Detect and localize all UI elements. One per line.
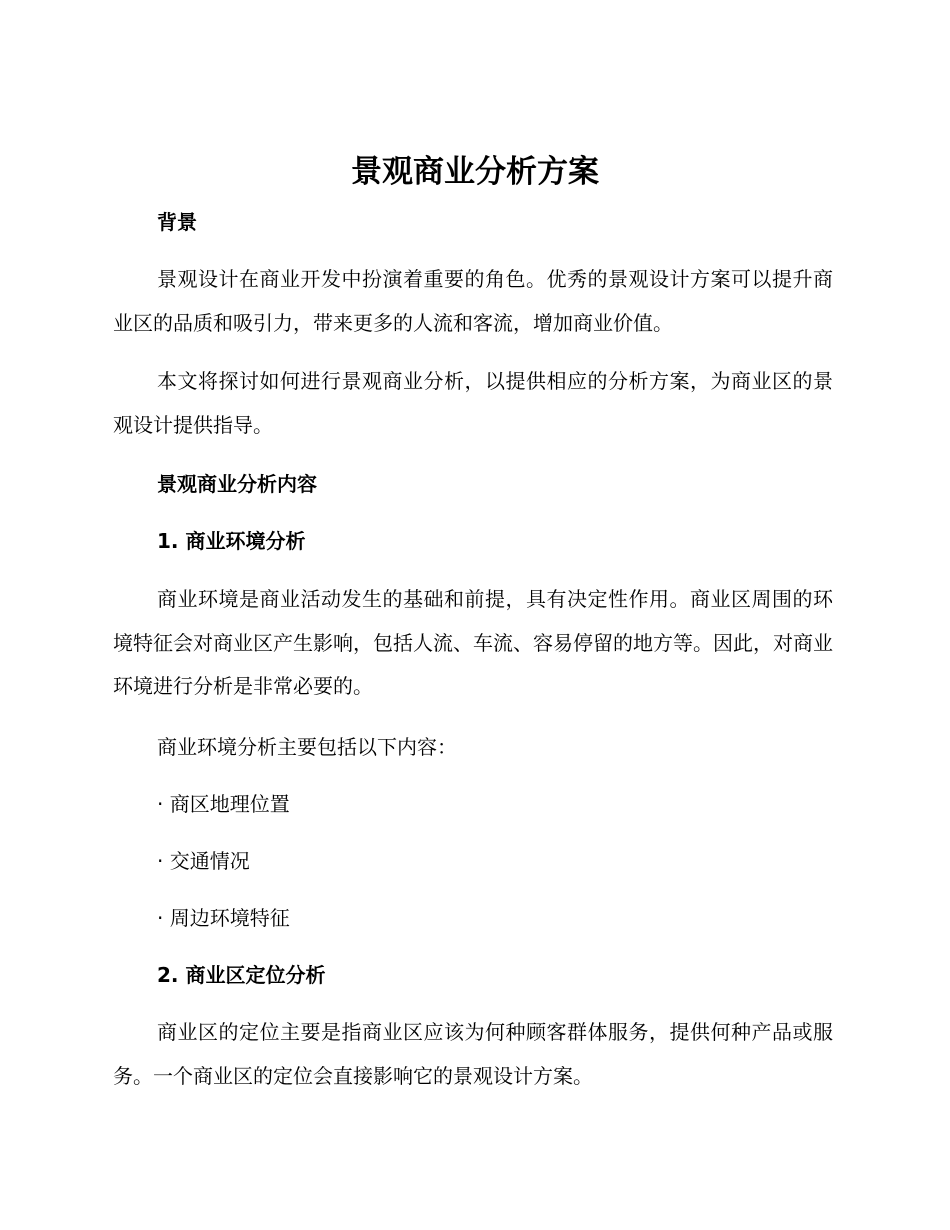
section-heading-background: 背景 — [157, 210, 197, 234]
subsection-heading-business-environment: 1. 商业环境分析 — [157, 529, 306, 553]
background-paragraph-2: 本文将探讨如何进行景观商业分析，以提供相应的分析方案，为商业区的景观设计提供指导。 — [113, 369, 833, 437]
section-heading-analysis-content: 景观商业分析内容 — [157, 472, 317, 496]
list-item: · 交通情况 — [157, 849, 250, 873]
list-intro: 商业环境分析主要包括以下内容： — [157, 735, 457, 759]
list-item: · 商区地理位置 — [157, 792, 290, 816]
document-title: 景观商业分析方案 — [351, 154, 599, 190]
background-paragraph-1: 景观设计在商业开发中扮演着重要的角色。优秀的景观设计方案可以提升商业区的品质和吸引力，带来更多的人流和客流，增加商业价值。 — [113, 267, 833, 335]
business-environment-paragraph: 商业环境是商业活动发生的基础和前提，具有决定性作用。商业区周围的环境特征会对商业区产生影响，包括人流、车流、容易停留的地方等。因此，对商业环境进行分析是非常必要的。 — [113, 587, 833, 698]
positioning-paragraph: 商业区的定位主要是指商业区应该为何种顾客群体服务，提供何种产品或服务。一个商业区的定位会直接影响它的景观设计方案。 — [113, 1020, 833, 1088]
list-item: · 周边环境特征 — [157, 906, 290, 930]
subsection-heading-positioning: 2. 商业区定位分析 — [157, 963, 326, 987]
